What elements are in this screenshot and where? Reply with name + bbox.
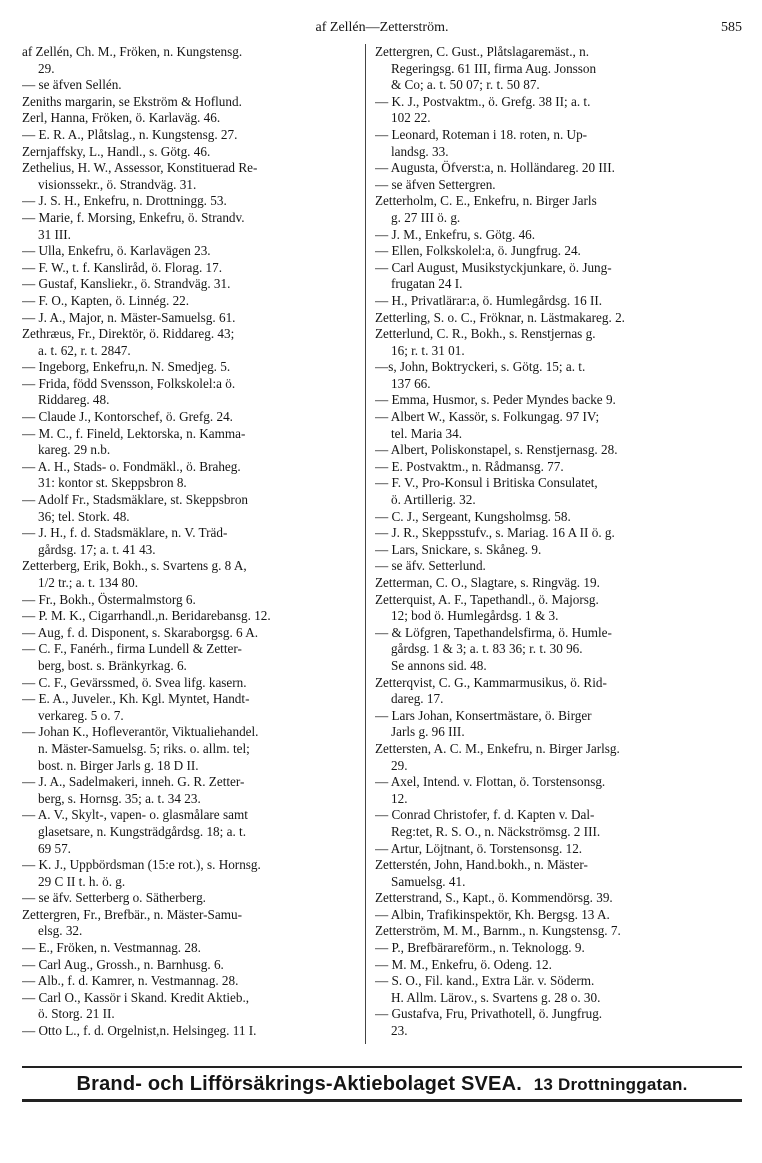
entry-line: visionssekr., ö. Strandväg. 31. <box>38 176 197 192</box>
entry-line: — se äfv. Setterlund. <box>375 558 486 574</box>
entry-line: — Carl Aug., Grossh., n. Barnhusg. 6. <box>22 956 224 972</box>
column-divider <box>365 44 366 1044</box>
entry-line: — Frida, född Svensson, Folkskolel:a ö. <box>22 375 236 391</box>
entry-line: — P. M. K., Cigarrhandl.,n. Beridarebansg. 12. <box>22 608 271 624</box>
entry-line: berg, s. Hornsg. 35; a. t. 34 23. <box>38 790 201 806</box>
entry-line: — Adolf Fr., Stadsmäklare, st. Skeppsbron <box>22 492 249 508</box>
entry-line: —s, John, Boktryckeri, s. Götg. 15; a. t. <box>375 359 586 375</box>
entry-line: — P., Brefbärareförm., n. Teknologg. 9. <box>375 940 585 956</box>
entry-line: — M. M., Enkefru, ö. Odeng. 12. <box>375 956 552 972</box>
entry-line: Zetterqvist, C. G., Kammarmusikus, ö. Rid- <box>375 674 607 690</box>
entry-line: Samuelsg. 41. <box>391 873 466 889</box>
entry-line: — C. J., Sergeant, Kungsholmsg. 58. <box>375 508 571 524</box>
entry-line: — Ingeborg, Enkefru,n. N. Smedjeg. 5. <box>22 359 231 375</box>
entry-line: berg, bost. s. Bränkyrkag. 6. <box>38 657 187 673</box>
entry-line: — S. O., Fil. kand., Extra Lär. v. Söderm. <box>375 973 595 989</box>
entry-line: — J. S. H., Enkefru, n. Drottningg. 53. <box>22 193 227 209</box>
entry-line: — Alb., f. d. Kamrer, n. Vestmannag. 28. <box>22 973 239 989</box>
entry-line: — se äfv. Setterberg o. Sätherberg. <box>22 890 206 906</box>
entry-line: Zethræus, Fr., Direktör, ö. Riddareg. 43; <box>22 326 235 342</box>
entry-line: Zernjaffsky, L., Handl., s. Götg. 46. <box>22 143 211 159</box>
entry-line: — Axel, Intend. v. Flottan, ö. Torstensonsg. <box>375 774 606 790</box>
entry-line: — H., Privatlärar:a, ö. Humlegårdsg. 16 II. <box>375 292 603 308</box>
entry-line: Zethelius, H. W., Assessor, Konstituerad Re- <box>22 160 258 176</box>
entry-line: 12. <box>391 790 408 806</box>
entry-line: af Zellén, Ch. M., Fröken, n. Kungstensg. <box>22 44 243 59</box>
footer-rule-top <box>22 1066 742 1068</box>
entry-line: g. 27 III ö. g. <box>391 209 461 225</box>
entry-line: — se äfven Settergren. <box>375 176 496 192</box>
entry-line: tel. Maria 34. <box>391 425 463 441</box>
entry-line: Zetterberg, Erik, Bokh., s. Svartens g. 8 A, <box>22 558 247 574</box>
entry-line: Zerl, Hanna, Fröken, ö. Karlaväg. 46. <box>22 110 221 126</box>
entry-line: bost. n. Birger Jarls g. 18 D II. <box>38 757 199 773</box>
entry-line: — Lars Johan, Konsertmästare, ö. Birger <box>375 707 592 723</box>
entry-line: — Gustaf, Kansliekr., ö. Strandväg. 31. <box>22 276 231 292</box>
entry-line: — Aug, f. d. Disponent, s. Skaraborgsg. 6 A. <box>22 624 259 640</box>
entry-line: frugatan 24 I. <box>391 276 463 292</box>
entry-line: — M. C., f. Fineld, Lektorska, n. Kamma- <box>22 425 246 441</box>
entry-line: elsg. 32. <box>38 923 83 939</box>
entry-line: — Albin, Trafikinspektör, Kh. Bergsg. 13 A. <box>375 906 610 922</box>
entry-line: — Albert W., Kassör, s. Folkungag. 97 IV; <box>375 409 600 425</box>
entry-line: 31: kontor st. Skeppsbron 8. <box>38 475 187 491</box>
entry-line: — J. R., Skeppsstufv., s. Mariag. 16 A II ö. g. <box>375 525 615 541</box>
entry-line: — Conrad Christofer, f. d. Kapten v. Dal- <box>375 807 595 823</box>
entry-line: — & Löfgren, Tapethandelsfirma, ö. Humle- <box>375 624 612 640</box>
entry-line: 137 66. <box>391 375 431 391</box>
entry-line: H. Allm. Lärov., s. Svartens g. 28 o. 30. <box>391 989 601 1005</box>
entry-line: gårdsg. 17; a. t. 41 43. <box>38 541 156 557</box>
entry-line: — Claude J., Kontorschef, ö. Grefg. 24. <box>22 409 233 425</box>
entry-line: — J. M., Enkefru, s. Götg. 46. <box>375 226 536 242</box>
entry-line: — Artur, Löjtnant, ö. Torstensonsg. 12. <box>375 840 583 856</box>
entry-line: — Albert, Poliskonstapel, s. Renstjernasg. 28. <box>375 442 618 458</box>
entry-line: — Fr., Bokh., Östermalmstorg 6. <box>22 591 196 607</box>
entry-line: Reg:tet, R. S. O., n. Näckströmsg. 2 III. <box>391 823 601 839</box>
page-header <box>22 20 742 40</box>
entry-line: 23. <box>391 1023 408 1039</box>
entry-line: ö. Artillerig. 32. <box>391 492 476 508</box>
entry-line: — F. O., Kapten, ö. Linnég. 22. <box>22 292 190 308</box>
entry-line: kareg. 29 n.b. <box>38 442 111 458</box>
entry-line: — J. A., Sadelmakeri, inneh. G. R. Zetter- <box>22 774 245 790</box>
footer-company: Brand- och Lifförsäkrings-Aktiebolaget SVEA. <box>76 1073 522 1095</box>
entry-line: — K. J., Postvaktm., ö. Grefg. 38 II; a. t. <box>375 93 591 109</box>
entry-line: dareg. 17. <box>391 691 444 707</box>
right-column <box>375 44 720 1040</box>
entry-line: ö. Storg. 21 II. <box>38 1006 115 1022</box>
entry-line: — Emma, Husmor, s. Peder Myndes backe 9. <box>375 392 616 408</box>
entry-line: — Leonard, Roteman i 18. roten, n. Up- <box>375 126 588 142</box>
entry-line: — E. Postvaktm., n. Rådmansg. 77. <box>375 458 564 474</box>
entry-line: — E. A., Juveler., Kh. Kgl. Myntet, Handt- <box>22 691 250 707</box>
entry-line: — K. J., Uppbördsman (15:e rot.), s. Hornsg. <box>22 857 261 873</box>
entry-line: Zettergren, Fr., Brefbär., n. Mäster-Samu- <box>22 906 242 922</box>
entry-line: Zeniths margarin, se Ekström & Hoflund. <box>22 93 242 109</box>
entry-line: 29 C II t. h. ö. g. <box>38 873 126 889</box>
entry-line: — C. F., Fanérh., firma Lundell & Zetter- <box>22 641 242 657</box>
entry-line: 12; bod ö. Humlegårdsg. 1 & 3. <box>391 608 559 624</box>
entry-line: 16; r. t. 31 01. <box>391 342 465 358</box>
entry-line: — Otto L., f. d. Orgelnist,n. Helsingeg. 11 I. <box>22 1023 257 1039</box>
page-number: 585 <box>721 20 742 35</box>
entry-line: Zettergren, C. Gust., Plåtslagaremäst., n. <box>375 44 590 59</box>
entry-line: — J. H., f. d. Stadsmäklare, n. V. Träd- <box>22 525 228 541</box>
entry-line: — Ellen, Folkskolel:a, ö. Jungfrug. 24. <box>375 243 581 259</box>
entry-line: Zetterquist, A. F., Tapethandl., ö. Majorsg. <box>375 591 599 607</box>
entry-line: Zetterstrand, S., Kapt., ö. Kommendörsg. 39. <box>375 890 613 906</box>
entry-line: — Johan K., Hofleverantör, Viktualiehandel. <box>22 724 259 740</box>
entry-line: — E. R. A., Plåtslag., n. Kungstensg. 27. <box>22 126 238 142</box>
entry-line: — F. V., Pro-Konsul i Britiska Consulatet, <box>375 475 598 491</box>
entry-line: — A. H., Stads- o. Fondmäkl., ö. Braheg. <box>22 458 241 474</box>
entry-line: a. t. 62, r. t. 2847. <box>38 342 131 358</box>
running-title: af Zellén—Zetterström. <box>315 20 449 35</box>
left-column <box>22 44 358 1040</box>
entry-line: Zetterholm, C. E., Enkefru, n. Birger Jarls <box>375 193 597 209</box>
entry-line: Zetterling, S. o. C., Fröknar, n. Lästmakareg. 2. <box>375 309 625 325</box>
entry-line: — J. A., Major, n. Mäster-Samuelsg. 61. <box>22 309 236 325</box>
entry-line: Zettersten, A. C. M., Enkefru, n. Birger Jarlsg. <box>375 740 620 756</box>
entry-line: 102 22. <box>391 110 431 126</box>
entry-line: — Carl O., Kassör i Skand. Kredit Aktieb., <box>22 989 250 1005</box>
entry-line: Regeringsg. 61 III, firma Aug. Jonsson <box>391 60 597 76</box>
entry-line: glasetsare, n. Kungsträdgårdsg. 18; a. t. <box>38 823 247 839</box>
entry-line: Zetterström, M. M., Barnm., n. Kungstensg. 7. <box>375 923 621 939</box>
entry-line: Zetterstén, John, Hand.bokh., n. Mäster- <box>375 857 588 873</box>
entry-line: Zetterlund, C. R., Bokh., s. Renstjernas g. <box>375 326 596 342</box>
entry-line: — A. V., Skylt-, vapen- o. glasmålare samt <box>22 807 248 823</box>
entry-line: 36; tel. Stork. 48. <box>38 508 130 524</box>
entry-line: — E., Fröken, n. Vestmannag. 28. <box>22 940 201 956</box>
footer-address: 13 Drottninggatan. <box>533 1075 688 1094</box>
entry-line: 29. <box>391 757 408 773</box>
entry-line: — Lars, Snickare, s. Skåneg. 9. <box>375 541 542 557</box>
entry-line: — Augusta, Öfverst:a, n. Holländareg. 20 III. <box>375 160 615 176</box>
entry-line: 69 57. <box>38 840 71 856</box>
entry-line: 1/2 tr.; a. t. 134 80. <box>38 575 139 590</box>
entry-line: 29. <box>38 60 55 76</box>
entry-line: & Co; a. t. 50 07; r. t. 50 87. <box>391 77 540 93</box>
entry-line: Se annons sid. 48. <box>391 657 487 673</box>
entry-line: — C. F., Gevärssmed, ö. Svea lifg. kasern. <box>22 674 247 690</box>
entry-line: — se äfven Sellén. <box>22 77 122 93</box>
entry-line: Riddareg. 48. <box>38 392 110 408</box>
entry-line: 31 III. <box>38 226 71 242</box>
entry-line: — Carl August, Musikstyckjunkare, ö. Jung- <box>375 259 612 275</box>
entry-line: — Ulla, Enkefru, ö. Karlavägen 23. <box>22 243 211 259</box>
footer-advertisement <box>22 1073 742 1096</box>
entry-line: Zetterman, C. O., Slagtare, s. Ringväg. 19. <box>375 575 600 590</box>
entry-line: Jarls g. 96 III. <box>391 724 465 740</box>
entry-line: gårdsg. 1 & 3; a. t. 83 36; r. t. 30 96. <box>391 641 583 657</box>
entry-line: landsg. 33. <box>391 143 449 159</box>
entry-line: — F. W., t. f. Kansliråd, ö. Florag. 17. <box>22 259 223 275</box>
entry-line: — Marie, f. Morsing, Enkefru, ö. Strandv. <box>22 209 245 225</box>
entry-line: — Gustafva, Fru, Privathotell, ö. Jungfrug. <box>375 1006 603 1022</box>
entry-line: verkareg. 5 o. 7. <box>38 707 124 723</box>
footer-rule-bottom <box>22 1099 742 1102</box>
entry-line: n. Mäster-Samuelsg. 5; riks. o. allm. tel; <box>38 740 250 756</box>
